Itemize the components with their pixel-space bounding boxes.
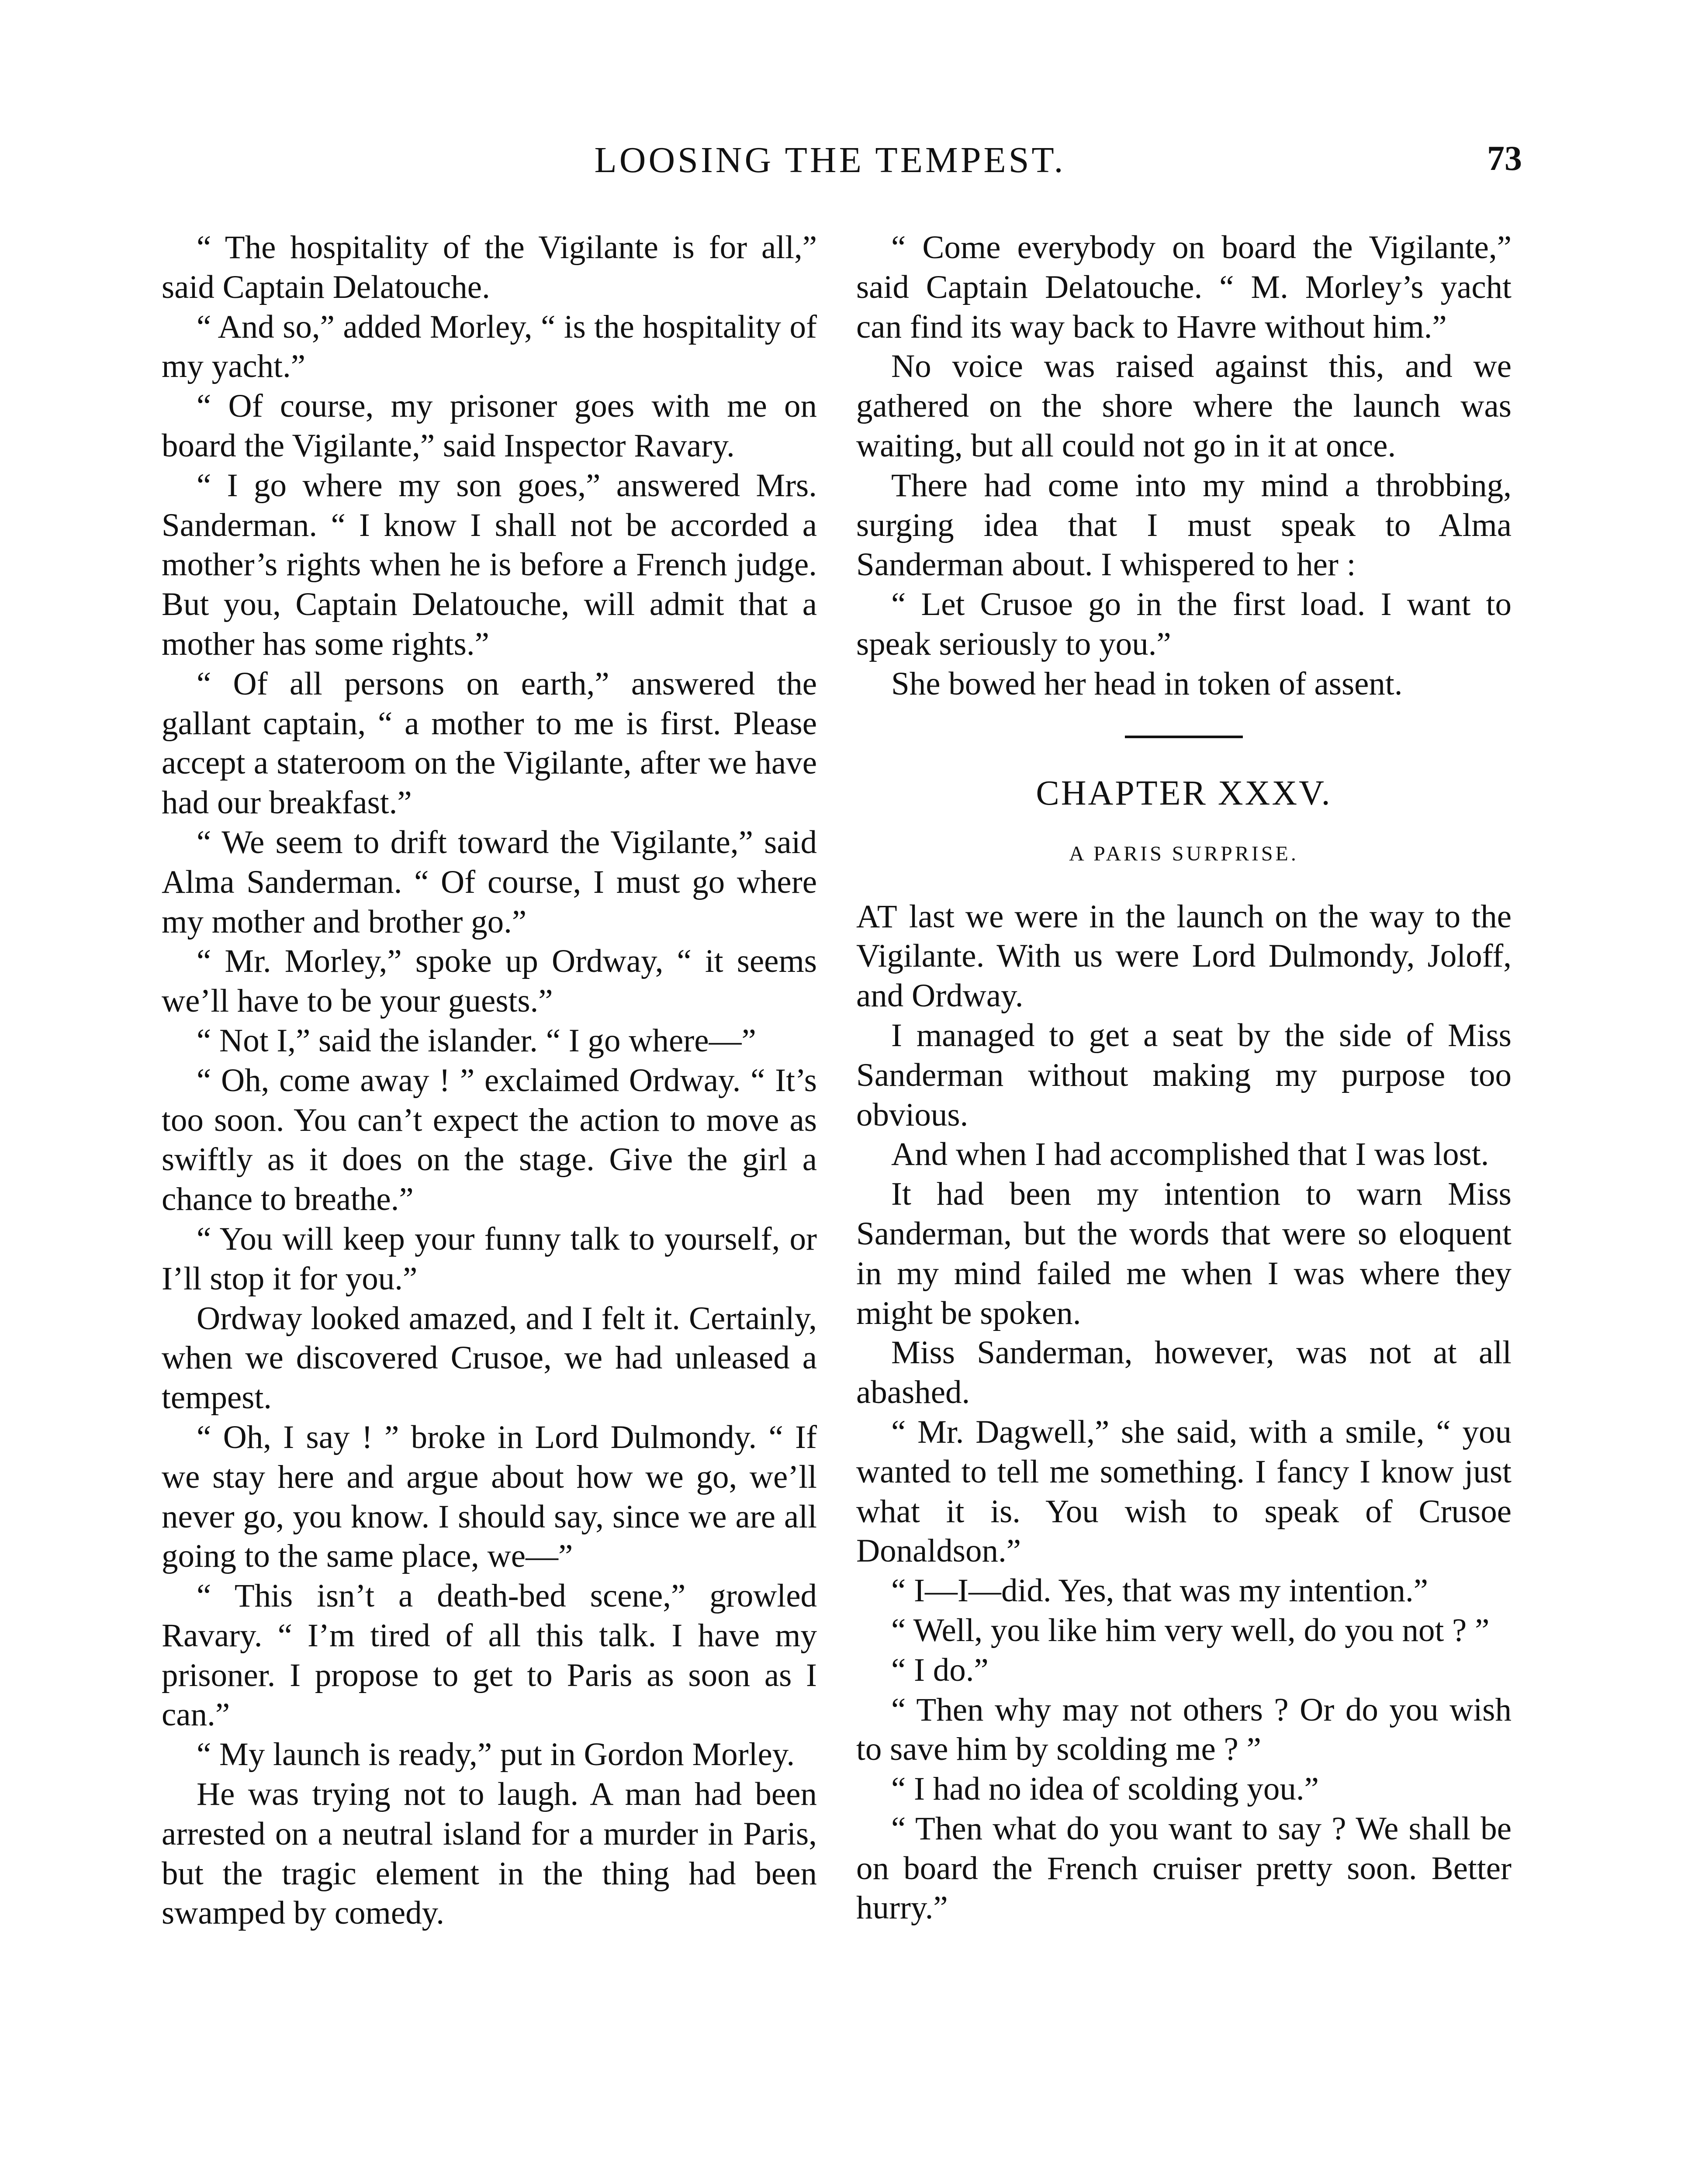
chapter-title: CHAPTER XXXV. (1036, 774, 1332, 812)
left-column (162, 228, 817, 1933)
paragraph: He was trying not to laugh. A man had been arrested on a neutral island for a murder in Paris, but the tragic element in the thing had been swamped by comedy. (162, 1776, 817, 1932)
paragraph: “ Then what do you want to say ? We shall be on board the French cruiser pretty soon. Better hurry.” (856, 1810, 1512, 1926)
paragraph: “ I—I—did. Yes, that was my intention.” (891, 1572, 1429, 1609)
paragraph: “ Come everybody on board the Vigilante,” said Captain Delatouche. “ M. Morley’s yacht can find its way back to Havre without him.” (856, 229, 1512, 345)
running-head: LOOSING THE TEMPEST. (594, 140, 1066, 180)
paragraph: “ Not I,” said the islander. “ I go where—” (197, 1022, 756, 1059)
opening-text: last we were in the launch on the way to the Vigilante. With us were Lord Dulmondy, Joloff, and Ordway. (856, 898, 1512, 1014)
paragraph: There had come into my mind a throbbing, surging idea that I must speak to Alma Sanderman about. I whispered to her : (856, 467, 1512, 583)
chapter-subtitle: A PARIS SURPRISE. (1069, 842, 1299, 865)
paragraph: No voice was raised against this, and we gathered on the shore where the launch was waiting, but all could not go in it at once. (856, 348, 1512, 464)
paragraph: And when I had accomplished that I was lost. (891, 1136, 1489, 1173)
paragraph: “ Of all persons on earth,” answered the gallant captain, “ a mother to me is first. Please accept a stateroom on the Vigilante, after we have had our breakfast.” (162, 665, 817, 821)
paragraph: Ordway looked amazed, and I felt it. Certainly, when we discovered Crusoe, we had unleased a tempest. (162, 1300, 817, 1416)
paragraph: “ Let Crusoe go in the first load. I want to speak seriously to you.” (856, 586, 1512, 662)
paragraph: “ Oh, come away ! ” exclaimed Ordway. “ It’s too soon. You can’t expect the action to move as swiftly as it does on the stage. Give the girl a chance to breathe.” (162, 1062, 817, 1218)
paragraph: “ My launch is ready,” put in Gordon Morley. (197, 1736, 795, 1773)
paragraph: “ Then why may not others ? Or do you wish to save him by scolding me ? ” (856, 1691, 1512, 1768)
section-divider (1125, 736, 1243, 738)
chapter-opening-paragraph (856, 897, 1512, 1016)
paragraph: “ I had no idea of scolding you.” (891, 1771, 1319, 1807)
paragraph: “ This isn’t a death-bed scene,” growled Ravary. “ I’m tired of all this talk. I have my prisoner. I propose to get to Paris as soon as I can.” (162, 1578, 817, 1733)
paragraph: “ Well, you like him very well, do you not ? ” (891, 1612, 1490, 1648)
paragraph: “ You will keep your funny talk to yourself, or I’ll stop it for you.” (162, 1220, 817, 1297)
paragraph: It had been my intention to warn Miss Sanderman, but the words that were so eloquent in my mind failed me when I was where they might be spoken. (856, 1176, 1512, 1331)
drop-cap: AT (856, 898, 898, 935)
paragraph: “ The hospitality of the Vigilante is for all,” said Captain Delatouche. (162, 229, 817, 305)
paragraph: “ I do.” (891, 1652, 989, 1688)
paragraph: She bowed her head in token of assent. (891, 665, 1403, 702)
page-number: 73 (1487, 139, 1522, 178)
paragraph: “ Oh, I say ! ” broke in Lord Dulmondy. “ If we stay here and argue about how we go, we’ll never go, you know. I should say, since we are all going to the same place, we—” (162, 1419, 817, 1575)
paragraph: “ Mr. Dagwell,” she said, with a smile, “ you wanted to tell me something. I fancy I know just what it is. You wish to speak of Crusoe Donaldson.” (856, 1413, 1512, 1569)
paragraph: “ Of course, my prisoner goes with me on board the Vigilante,” said Inspector Ravary. (162, 388, 817, 464)
paragraph: “ Mr. Morley,” spoke up Ordway, “ it seems we’ll have to be your guests.” (162, 943, 817, 1019)
paragraph: “ And so,” added Morley, “ is the hospitality of my yacht.” (162, 308, 817, 385)
right-column (856, 228, 1512, 1928)
paragraph: I managed to get a seat by the side of Miss Sanderman without making my purpose too obvious. (856, 1017, 1512, 1133)
paragraph: “ We seem to drift toward the Vigilante,” said Alma Sanderman. “ Of course, I must go where my mother and brother go.” (162, 824, 817, 940)
paragraph: Miss Sanderman, however, was not at all abashed. (856, 1334, 1512, 1411)
paragraph: “ I go where my son goes,” answered Mrs. Sanderman. “ I know I shall not be accorded a mother’s rights when he is before a French judge. But you, Captain Delatouche, will admit that a mother has some rights.” (162, 467, 817, 662)
